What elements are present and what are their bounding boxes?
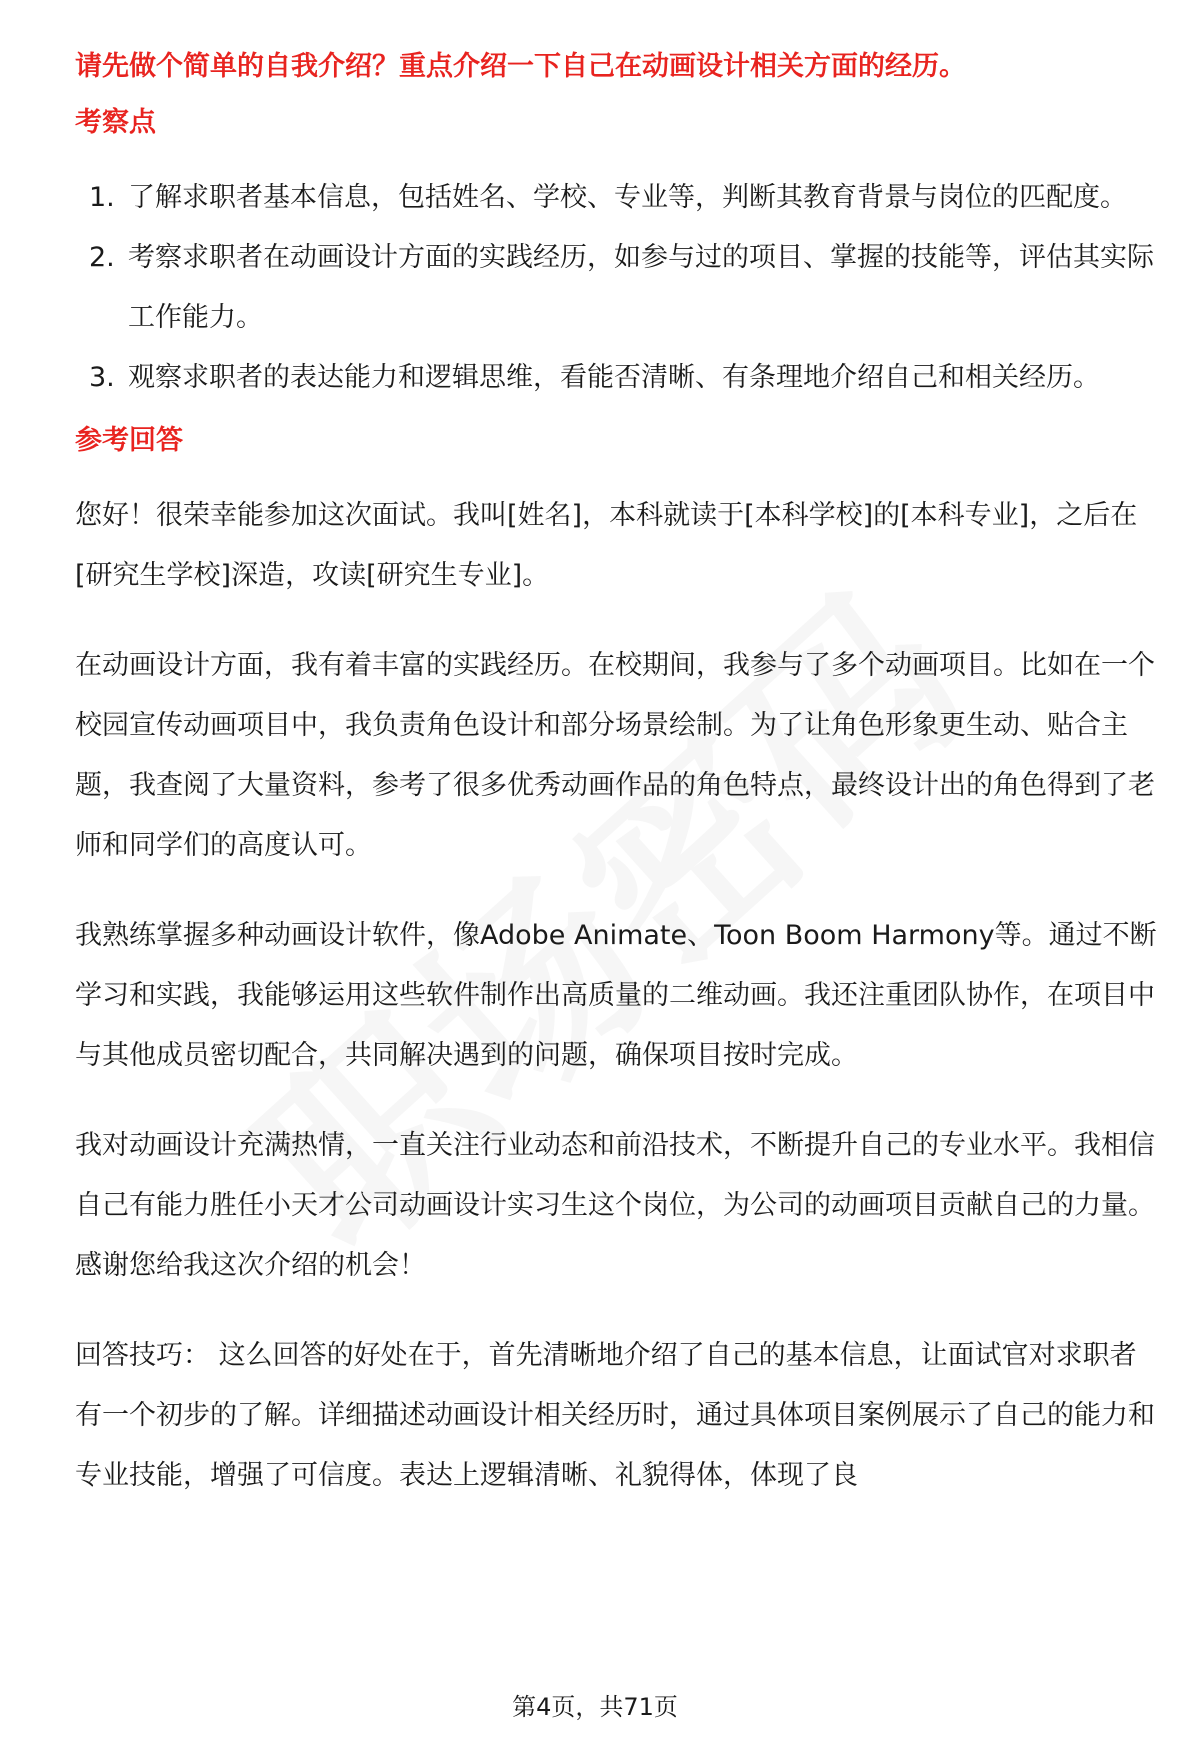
focus-points-list bbox=[75, 168, 1160, 408]
list-item bbox=[75, 348, 1160, 408]
answer-paragraph: 在动画设计方面，我有着丰富的实践经历。在校期间，我参与了多个动画项目。比如在一个校园宣传动画项目中，我负责角色设计和部分场景绘制。为了让角色形象更生动、贴合主题，我查阅了大量资料，参考了很多优秀动画作品的角色特点，最终设计出的角色得到了老师和同学们的高度认可。 bbox=[75, 650, 1155, 861]
list-item-number: 2. bbox=[89, 242, 115, 273]
page-number-footer: 第4页，共71页 bbox=[512, 1693, 678, 1721]
answer-paragraph: 我对动画设计充满热情，一直关注行业动态和前沿技术，不断提升自己的专业水平。我相信自己有能力胜任小天才公司动画设计实习生这个岗位，为公司的动画项目贡献自己的力量。感谢您给我这次介绍的机会！ bbox=[75, 1130, 1155, 1281]
answer-heading: 参考回答 bbox=[75, 425, 183, 456]
list-item bbox=[75, 168, 1160, 228]
list-item bbox=[75, 228, 1160, 348]
document-page bbox=[75, 48, 1160, 1536]
list-item-number: 3. bbox=[89, 362, 115, 393]
answer-tips-paragraph: 回答技巧： 这么回答的好处在于，首先清晰地介绍了自己的基本信息，让面试官对求职者有一个初步的了解。详细描述动画设计相关经历时，通过具体项目案例展示了自己的能力和专业技能，增强了可信度。表达上逻辑清晰、礼貌得体，体现了良 bbox=[75, 1340, 1155, 1491]
list-item-number: 1. bbox=[89, 182, 115, 213]
list-item-text: 考察求职者在动画设计方面的实践经历，如参与过的项目、掌握的技能等，评估其实际工作能力。 bbox=[128, 242, 1154, 333]
list-item-text: 了解求职者基本信息，包括姓名、学校、专业等，判断其教育背景与岗位的匹配度。 bbox=[128, 182, 1127, 213]
answer-paragraph: 您好！很荣幸能参加这次面试。我叫[姓名]，本科就读于[本科学校]的[本科专业]，之后在[研究生学校]深造，攻读[研究生专业]。 bbox=[75, 500, 1138, 591]
answer-paragraph: 我熟练掌握多种动画设计软件，像Adobe Animate、Toon Boom Harmony等。通过不断学习和实践，我能够运用这些软件制作出高质量的二维动画。我还注重团队协作，在项目中与其他成员密切配合，共同解决遇到的问题，确保项目按时完成。 bbox=[75, 920, 1157, 1071]
focus-heading: 考察点 bbox=[75, 107, 156, 138]
list-item-text: 观察求职者的表达能力和逻辑思维，看能否清晰、有条理地介绍自己和相关经历。 bbox=[128, 362, 1100, 393]
interview-question: 请先做个简单的自我介绍？重点介绍一下自己在动画设计相关方面的经历。 bbox=[75, 51, 966, 82]
